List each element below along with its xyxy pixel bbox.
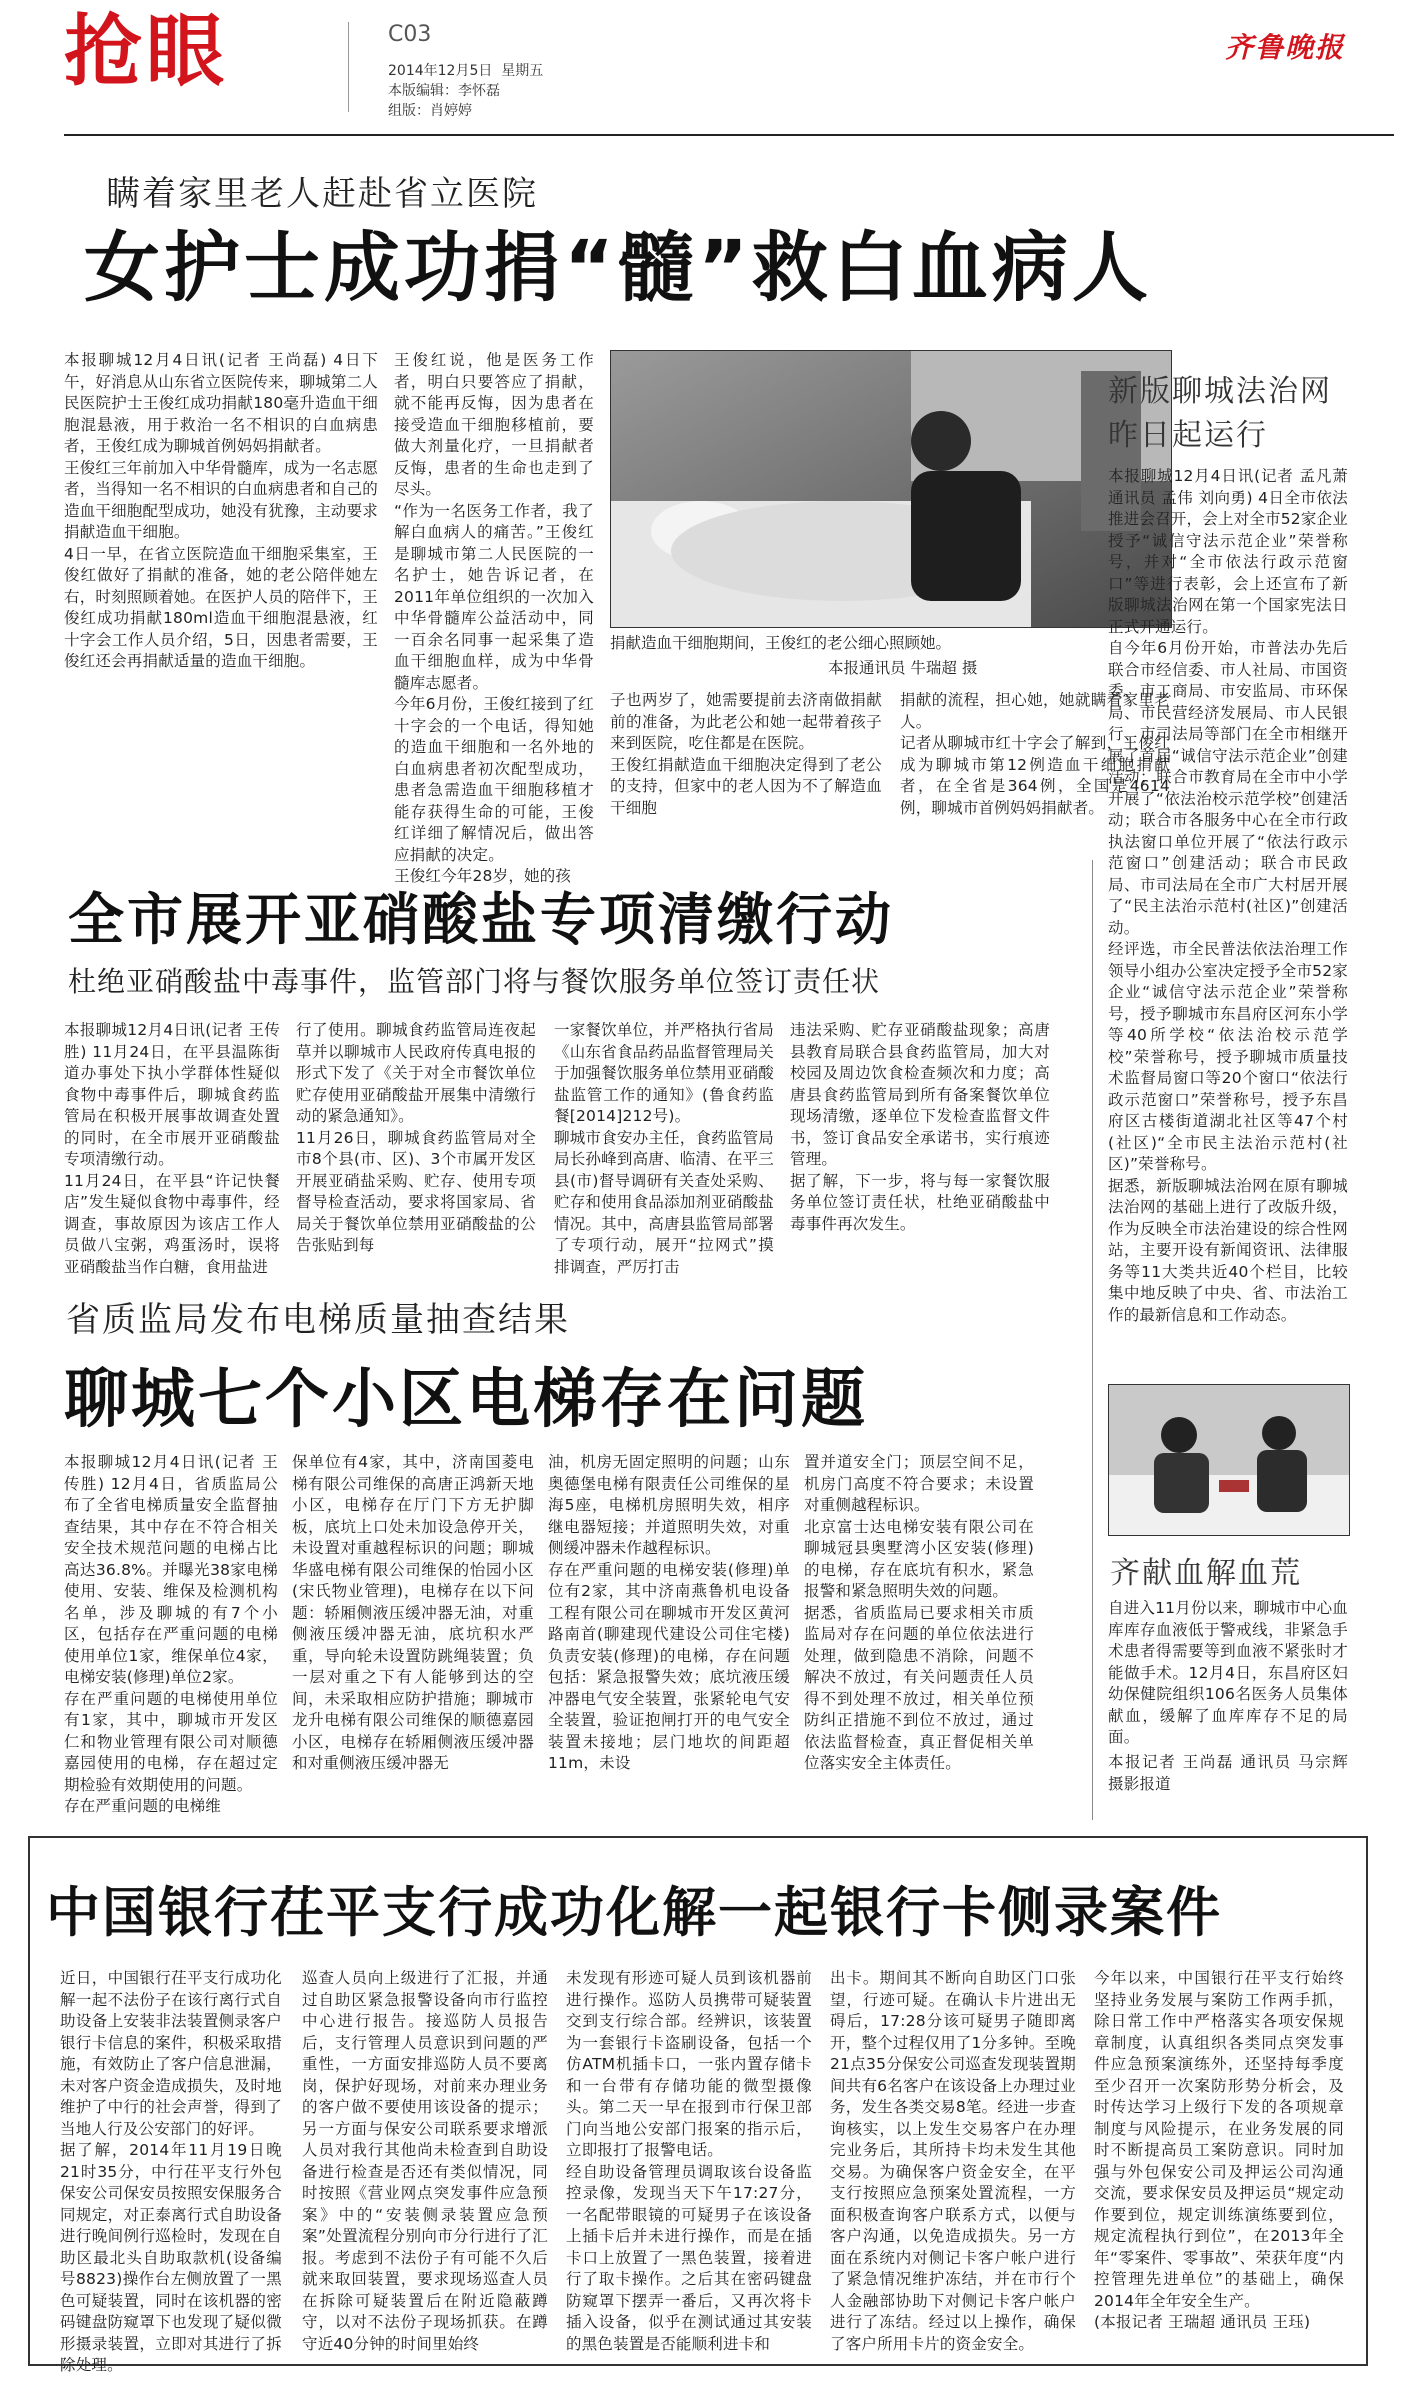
story3-column-3: 一家餐饮单位，并严格执行省局《山东省食品药品监督管理局关于加强餐饮服务单位禁用亚硝酸盐监管工作的通知》(鲁食药监餐[2014]212号)。 聊城市食安办主任，食药监管局局长孙峰到高唐、临清、在平三县(市)督导调研有关查处采购、贮存和使用食品添加剂亚硝酸盐情况。其中，高唐县监管局部署了专项行动，展开“拉网式”摸排调查，严厉打击 bbox=[554, 1021, 774, 1276]
story5-photo bbox=[1108, 1384, 1350, 1536]
editor-credit: 本版编辑：李怀磊 bbox=[388, 83, 500, 99]
story1-headline: 女护士成功捐“髓”救白血病人 bbox=[84, 223, 1152, 312]
story5-body: 自进入11月份以来，聊城市中心血库库存血液低于警戒线，非紧急手术患者得需要等到血液不紧张时才能做手术。12月4日，东昌府区妇幼保健院组织106名医务人员集体献血，缓解了血库库存不足的局面。 bbox=[1108, 1599, 1348, 1746]
right-column-rule bbox=[1092, 860, 1093, 1820]
newspaper-logo: 齐鲁晚报 bbox=[1225, 31, 1346, 64]
story6-column-3: 未发现有形迹可疑人员到该机器前进行操作。巡防人员携带可疑装置交到支行综合部。经辨识，该装置为一套银行卡盗刷设备，包括一个仿ATM机插卡口，一张内置存储卡和一台带有存储功能的微型摄像头。第二天一早在报到市行保卫部门向当地公安部门报案的指示后，立即报打了报警电话。 经自助设备管理员调取该台设备监控录像，发现当天下午17:27分，一名配带眼镜的可疑男子在该设备上插卡后并未进行操作，而是在插卡口上放置了一黑色装置，接着进行了取卡操作。之后其在密码键盘防窥罩下摆弄一番后，又再次将卡插入设备，似乎在测试通过其安装的黑色装置是否能顺利进卡和 bbox=[566, 1969, 812, 2353]
story1-column-3: 子也两岁了，她需要提前去济南做捐献前的准备，为此老公和她一起带着孩子来到医院，吃住都是在医院。 王俊红捐献造血干细胞决定得到了老公的支持，但家中的老人因为不了解造血干细胞 bbox=[610, 691, 882, 817]
story6-column-1: 近日，中国银行茌平支行成功化解一起不法份子在该行离行式自助设备上安装非法装置侧录客户银行卡信息的案件，积极采取措施，有效防止了客户信息泄漏，未对客户资金造成损失，及时地维护了中行的社会声誉，得到了当地人行及公安部门的好评。 据了解，2014年11月19日晚21时35分，中行茌平支行外包保安公司保安员按照安保服务合同规定，对正泰离行式自助设备进行晚间例行巡检时，发现在自助区最北头自助取款机(设备编号8823)操作台左侧放置了一黑色可疑装置，同时在该机器的密码键盘防窥罩下也发现了疑似微形摄录装置，立即对其进行了拆除处理。 bbox=[60, 1969, 282, 2374]
story3-column-4: 违法采购、贮存亚硝酸盐现象；高唐县教育局联合县食药监管局，加大对校园及周边饮食检查频次和力度；高唐县食药监管局到所有备案餐饮单位现场清缴，逐单位下发检查监督文件书，签订食品安全承诺书，实行痕迹管理。 据了解，下一步，将与每一家餐饮服务单位签订责任状，杜绝亚硝酸盐中毒事件再次发生。 bbox=[790, 1021, 1050, 1233]
date-text: 2014年12月5日 bbox=[388, 63, 493, 79]
story5-headline: 齐献血解血荒 bbox=[1110, 1556, 1302, 1591]
story2-headline-line2: 昨日起运行 bbox=[1108, 418, 1268, 453]
masthead-rule bbox=[64, 134, 1394, 136]
hospital-bed-photo bbox=[611, 351, 1171, 627]
story4-column-1: 本报聊城12月4日讯(记者 王传胜) 12月4日，省质监局公布了全省电梯质量安全监督抽查结果，其中存在不符合相关安全技术规范问题的电梯占比高达36.8%。并曝光38家电梯使用、安装、维保及检测机构名单，涉及聊城的有7个小区，包括存在严重问题的电梯使用单位1家，维保单位4家，电梯安装(修理)单位2家。 存在严重问题的电梯使用单位有1家，其中，聊城市开发区仁和物业管理有限公司对顺德嘉园使用的电梯，存在超过定期检验有效期使用的问题。 存在严重问题的电梯维 bbox=[64, 1453, 278, 1815]
story4-headline: 聊城七个小区电梯存在问题 bbox=[64, 1363, 868, 1437]
story1-kicker: 瞒着家里老人赶赴省立医院 bbox=[106, 174, 538, 214]
layout-credit: 组版：肖婷婷 bbox=[388, 103, 472, 119]
page-code: C03 bbox=[388, 22, 432, 47]
story4-column-4: 置并道安全门；顶层空间不足，机房门高度不符合要求；未设置对重侧越程标识。 北京富士达电梯安装有限公司在聊城冠县奥墅湾小区安装(修理)的电梯，存在底坑有积水，紧急报警和紧急照明失效的问题。 据悉，省质监局已要求相关市质监局对存在问题的单位依法进行处理，做到隐患不消除，问题不解决不放过，有关问题责任人员得不到处理不放过，相关单位预防纠正措施不到位不放过，通过依法监督检查，真正督促相关单位落实安全主体责任。 bbox=[804, 1453, 1034, 1772]
story1-column-2: 王俊红说，他是医务工作者，明白只要答应了捐献，就不能再反悔，因为患者在接受造血干细胞移植前，要做大剂量化疗，一旦捐献者反悔，患者的生命也走到了尽头。 “作为一名医务工作者，我了解白血病人的痛苦。”王俊红是聊城市第二人民医院的一名护士，她告诉记者，在2011年单位组织的一次加入中华骨髓库公益活动中，同一百余名同事一起采集了造血干细胞血样，成为中华骨髓库志愿者。 今年6月份，王俊红接到了红十字会的一个电话，得知她的造血干细胞和一名外地的白血病患者初次配型成功，患者急需造血干细胞移植才能存获得生命的可能，王俊红详细了解情况后，做出答应捐献的决定。 王俊红今年28岁，她的孩 bbox=[394, 351, 594, 885]
header-vertical-rule bbox=[348, 22, 349, 112]
story3-column-1: 本报聊城12月4日讯(记者 王传胜) 11月24日，在平县温陈街道办事处下执小学群体性疑似食物中毒事件后，聊城食药监管局在积极开展事故调查处置的同时，在全市展开亚硝酸盐专项清缴行动。 11月24日，在平县“许记快餐店”发生疑似食物中毒事件，经调查，事故原因为该店工作人员做八宝粥，鸡蛋汤时，误将亚硝酸盐当作白糖，食用盐进 bbox=[64, 1021, 280, 1276]
story1-photo-caption: 捐献造血干细胞期间，王俊红的老公细心照顾她。 bbox=[610, 634, 952, 652]
story1-column-4: 捐献的流程，担心她，她就瞒着家里老人。 记者从聊城市红十字会了解到，王俊红成为聊城市第12例造血干细胞捐献者，在全省是364例，全国是4614例，聊城市首例妈妈捐献者。 bbox=[900, 691, 1170, 817]
story3-subhead: 杜绝亚硝酸盐中毒事件，监管部门将与餐饮服务单位签订责任状 bbox=[68, 965, 881, 998]
story6-column-2: 巡查人员向上级进行了汇报，并通过自助区紧急报警设备向市行监控中心进行报告。接巡防人员报告后，支行管理人员意识到问题的严重性，一方面安排巡防人员不要离岗，保护好现场，对前来办理业务的客户做不要使用该设备的提示；另一方面与保安公司联系要求增派人员对我行其他尚未检查到自助设备进行检查是否还有类似情况，同时按照《营业网点突发事件应急预案》中的“安装侧录装置应急预案”处置流程分别向市分行进行了汇报。考虑到不法份子有可能不久后就来取回装置，要求现场巡查人员在拆除可疑装置后在附近隐蔽蹲守，以对不法份子现场抓获。在蹲守近40分钟的时间里始终 bbox=[302, 1969, 548, 2353]
story6-headline: 中国银行茌平支行成功化解一起银行卡侧录案件 bbox=[46, 1881, 1222, 1944]
issue-date bbox=[388, 60, 543, 80]
weekday-text: 星期五 bbox=[501, 63, 544, 79]
story6-column-5: 今年以来，中国银行茌平支行始终坚持业务发展与案防工作两手抓，除日常工作中严格落实各项安保规章制度，认真组织各类同点突发事件应急预案演练外，还坚持每季度至少召开一次案防形势分析会，及时传达学习上级行下发的各项规章制度与风险提示，在业务发展的同时不断提高员工案防意识。同时加强与外包保安公司及押运公司沟通交流，要求保安员及押运员“规定动作要到位，规定训练演练要到位，规定流程执行到位”，在2013年全年“零案件、零事故”、荣获年度“内控管理先进单位”的基础上，确保2014年全年安全生产。 (本报记者 王瑞超 通讯员 王珏) bbox=[1094, 1969, 1344, 2331]
story5-credit: 本报记者 王尚磊 通讯员 马宗辉 摄影报道 bbox=[1108, 1753, 1348, 1793]
story3-headline: 全市展开亚硝酸盐专项清缴行动 bbox=[68, 888, 894, 953]
story4-kicker: 省质监局发布电梯质量抽查结果 bbox=[66, 1300, 570, 1340]
story6-column-4: 出卡。期间其不断向自助区门口张望，行迹可疑。在确认卡片进出无碍后，17:28分该可疑男子随即离开，整个过程仅用了1分多钟。至晚21点35分保安公司巡查发现装置期间共有6名客户在该设备上办理过业务，发生各类交易8笔。经进一步查询核实，以上发生交易客户在办理完业务后，其所持卡均未发生其他交易。为确保客户资金安全，在平支行按照应急预案处置流程，一方面积极查询客户联系方式，以便与客户沟通，以免造成损失。另一方面在系统内对侧记卡客户帐户进行了紧急情况维护冻结，并在市行个人金融部协助下对侧记卡客户帐户进行了冻结。经过以上操作，确保了客户所用卡片的资金安全。 bbox=[830, 1969, 1076, 2353]
story2-headline-line1: 新版聊城法治网 bbox=[1108, 374, 1332, 409]
story3-column-2: 行了使用。聊城食药监管局连夜起草并以聊城市人民政府传真电报的形式下发了《关于对全市餐饮单位贮存使用亚硝酸盐开展集中清缴行动的紧急通知》。 11月26日，聊城食药监管局对全市8个县(市、区)、3个市属开发区开展亚硝盐采购、贮存、使用专项督导检查活动，要求将国家局、省局关于餐饮单位禁用亚硝酸盐的公告张贴到每 bbox=[296, 1021, 536, 1254]
blood-donation-photo bbox=[1109, 1385, 1349, 1535]
story4-column-2: 保单位有4家，其中，济南国菱电梯有限公司维保的高唐正鸿新天地小区，电梯存在厅门下方无护脚板，底坑上口处未加设急停开关，未设置对重越程标识的问题；聊城华盛电梯有限公司维保的怡园小区(宋氏物业管理)，电梯存在以下问题：轿厢侧液压缓冲器无油，对重侧液压缓冲器无油，底坑积水严重，导向轮未设置防跳绳装置；负一层对重之下有人能够到达的空间，未采取相应防护措施；聊城市龙升电梯有限公司维保的顺德嘉园小区，电梯存在轿厢侧液压缓冲器和对重侧液压缓冲器无 bbox=[292, 1453, 534, 1772]
section-title: 抢眼 bbox=[64, 6, 229, 97]
story1-column-1: 本报聊城12月4日讯(记者 王尚磊) 4日下午，好消息从山东省立医院传来，聊城第二人民医院护士王俊红成功捐献180毫升造血干细胞混悬液，用于救治一名不相识的白血病患者，王俊红成为聊城首例妈妈捐献者。 王俊红三年前加入中华骨髓库，成为一名志愿者，当得知一名不相识的白血病患者和自己的造血干细胞配型成功，她没有犹豫，主动要求捐献造血干细胞。 4日一早，在省立医院造血干细胞采集室，王俊红做好了捐献的准备，她的老公陪伴她左右，时刻照顾着她。在医护人员的陪伴下，王俊红成功捐献180ml造血干细胞混悬液，红十字会工作人员介绍，5日，因患者需要，王俊红还会再捐献适量的造血干细胞。 bbox=[64, 351, 379, 670]
story1-photo bbox=[610, 350, 1172, 628]
story4-column-3: 油，机房无固定照明的问题；山东奥德堡电梯有限责任公司维保的星海5座，电梯机房照明失效，相序继电器短接；并道照明失效，对重侧缓冲器未作越程标识。 存在严重问题的电梯安装(修理)单位有2家，其中济南燕鲁机电设备工程有限公司在聊城市开发区黄河路南首(聊建现代建设公司住宅楼)负责安装(修理)的电梯，存在问题包括：紧急报警失效；底坑液压缓冲器电气安全装置，张紧轮电气安全装置，验证抱闸打开的电气安全装置未接地；层门地坎的间距超11m，未设 bbox=[548, 1453, 790, 1772]
story2-body: 本报聊城12月4日讯(记者 孟凡萧 通讯员 孟伟 刘向勇) 4日全市依法推进会召开，会上对全市52家企业授予“诚信守法示范企业”荣誉称号，并对“全市依法行政示范窗口”等进行表彰，会上还宣布了新版聊城法治网在第一个国家宪法日正式开通运行。 自今年6月份开始，市普法办先后联合市经信委、市人社局、市国资委、市工商局、市安监局、市环保局、市民营经济发展局、市人民银行、市司法局等部门在全市相继开展了首届“诚信守法示范企业”创建活动；联合市教育局在全市中小学开展了“依法治校示范学校”创建活动；联合市各服务中心在全市行政执法窗口单位开展了“依法行政示范窗口”创建活动；联合市民政局、市司法局在全市广大村居开展了“民主法治示范村(社区)”创建活动。 经评选，市全民普法依法治理工作领导小组办公室决定授予全市52家企业“诚信守法示范企业”荣誉称号，授予聊城市东昌府区河东小学等40所学校“依法治校示范学校”荣誉称号，授予聊城市质量技术监督局窗口等20个窗口“依法行政示范窗口”荣誉称号，授予东昌府区古楼街道湖北社区等47个村(社区)“全市民主法治示范村(社区)”荣誉称号。 据悉，新版聊城法治网在原有聊城法治网的基础上进行了改版升级，作为反映全市法治建设的综合性网站，主要开设有新闻资讯、法律服务等11大类共近40个栏目，比较集中地反映了中央、省、市法治工作的最新信息和工作动态。 bbox=[1108, 467, 1348, 1324]
story1-photo-credit: 本报通讯员 牛瑞超 摄 bbox=[828, 659, 978, 677]
